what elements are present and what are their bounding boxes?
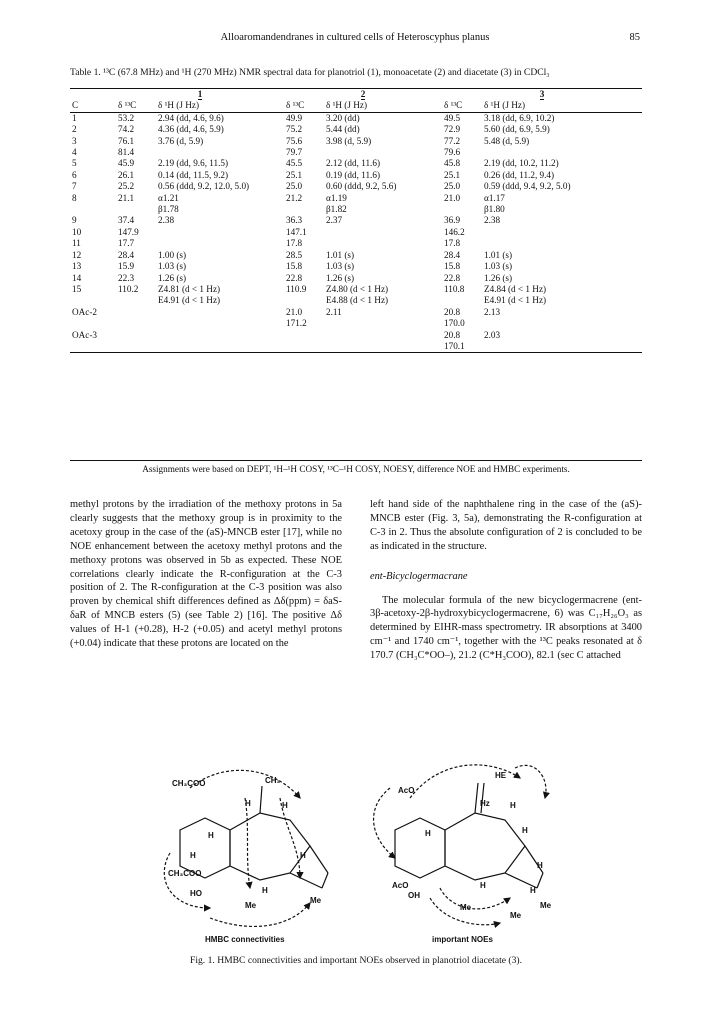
table-cell (156, 238, 284, 249)
table-cell: 76.1 (118, 135, 135, 146)
table-cell: 0.60 (ddd, 9.2, 5.6) (326, 181, 397, 192)
table-cell (482, 341, 642, 353)
atom-label: Me (245, 901, 257, 910)
table-cell: 4 (72, 147, 77, 158)
table-cell: 22.8 (444, 272, 461, 283)
table-cell: 6 (72, 169, 77, 180)
atom-label: H (537, 861, 543, 870)
atom-label: CH₃COO (172, 779, 206, 788)
table-cell (442, 295, 482, 306)
table-row (70, 307, 642, 318)
atom-label: H (245, 799, 251, 808)
table-cell: 4.36 (dd, 4.6, 5.9) (158, 124, 224, 135)
table-cell (116, 204, 156, 215)
table-cell: 26.1 (118, 169, 135, 180)
figure-caption: Fig. 1. HMBC connectivities and important NOEs observed in planotriol diacetate (3). (190, 955, 522, 966)
column-header: C (72, 100, 79, 111)
atom-label: AcO (398, 786, 415, 795)
table-cell (324, 238, 442, 249)
table-cell: 17.7 (118, 238, 135, 249)
atom-label: AcO (392, 881, 409, 890)
atom-label: H (300, 851, 306, 860)
table-cell: 1.03 (s) (484, 261, 513, 272)
left-column (70, 498, 342, 651)
table-cell: 146.2 (444, 226, 465, 237)
table-cell: 28.4 (444, 249, 461, 260)
table-cell: 72.9 (444, 124, 461, 135)
table-row (70, 238, 642, 249)
table-cell: 20.8 (444, 306, 461, 317)
table-row (70, 147, 642, 158)
column-header: δ ¹³C (444, 100, 463, 111)
table-cell (116, 341, 156, 353)
table-cell: 1.01 (s) (326, 249, 355, 260)
atom-label: H (262, 886, 268, 895)
table-cell: 10 (72, 226, 82, 237)
table-cell: 21.2 (286, 192, 303, 203)
table-cell: 15.8 (286, 261, 303, 272)
table-cell: 2.37 (326, 215, 343, 226)
atom-label: HO (190, 889, 202, 898)
table-row (70, 136, 642, 147)
table-row (70, 193, 642, 204)
table-cell (156, 147, 284, 158)
table-row (70, 215, 642, 226)
table-cell: β1.82 (326, 204, 347, 215)
table-cell: 0.26 (dd, 11.2, 9.4) (484, 169, 555, 180)
table-cell: Z4.80 (d < 1 Hz) (326, 283, 389, 294)
table-cell: 170.1 (444, 340, 465, 351)
table-cell: E4.91 (d < 1 Hz) (484, 295, 547, 306)
table-cell: β1.78 (158, 204, 179, 215)
table-cell: 25.1 (286, 169, 303, 180)
table-cell: 7 (72, 181, 77, 192)
table-cell: 36.3 (286, 215, 303, 226)
column-header-row (70, 100, 642, 112)
table-cell: 79.7 (286, 147, 303, 158)
table-cell: OAc-2 (72, 306, 98, 317)
table-cell: 13 (72, 261, 82, 272)
table-cell: 0.56 (ddd, 9.2, 12.0, 5.0) (158, 181, 250, 192)
table-cell (482, 227, 642, 238)
body-paragraph: The molecular formula of the new bicyclogermacrene (ent-3β-acetoxy-2β-hydroxybicyclogermacrene, 6) was C₁₇H₂₆O₃ as determined by EIHR-mass spectrometry. IR absorptions at 3400 cm⁻¹ and 1740 cm⁻¹, together with the ¹³C peaks resonated at δ 170.7 (CH₃C*OO–), 21.2 (C*H₃COO), 82.1 (sec C attached (370, 594, 642, 662)
table-cell (70, 295, 116, 306)
table-cell: 37.4 (118, 215, 135, 226)
table-cell: 1.00 (s) (158, 249, 187, 260)
table-cell: OAc-3 (72, 329, 98, 340)
table-cell (156, 330, 284, 341)
table-cell: 15.9 (118, 261, 135, 272)
table-cell: 1.26 (s) (484, 272, 513, 283)
table-cell (70, 341, 116, 353)
compound-2-label: 2 (360, 89, 366, 99)
table-row (70, 295, 642, 306)
table-row (70, 170, 642, 181)
table-cell: 2.94 (dd, 4.6, 9.6) (158, 112, 224, 123)
atom-label: Me (510, 911, 522, 920)
figure-structures (150, 758, 580, 958)
table-cell: 0.59 (ddd, 9.4, 9.2, 5.0) (484, 181, 571, 192)
table-cell: 28.4 (118, 249, 135, 260)
table-cell: 2 (72, 124, 77, 135)
table-cell: 5.44 (dd) (326, 124, 360, 135)
atom-label: Me (540, 901, 552, 910)
page-number: 85 (629, 32, 640, 43)
table-cell: 12 (72, 249, 82, 260)
body-paragraph: methyl protons by the irradiation of the methoxy protons in 5a clearly suggests that the methoxy group is in proximity to the acetoxy group in the case of the (aS)-MNCB ester [17], while no NOE enhancement between the acetoxy methyl protons and the methoxy protons was observed in 5b as expected. These NOE correlations clearly indicate the R-configuration at the C-3 position of 2. The R-configuration at the C-3 position was also proven by chemical shift differences defined as Δδ(ppm) = δaS-δaR of MNCB esters (5) (see Table 2) [16]. The positive Δδ values of H-1 (+0.28), H-2 (+0.05) and acetyl methyl protons (+0.04) indicate that these protons are located on the (70, 499, 342, 650)
table-cell: 0.19 (dd, 11.6) (326, 169, 381, 180)
table-cell: 8 (72, 192, 77, 203)
table-cell: 2.03 (484, 329, 501, 340)
table-cell: 110.2 (118, 283, 139, 294)
compound-header-row (70, 89, 642, 101)
table-body (70, 112, 642, 353)
table-cell (156, 318, 284, 329)
table-cell: β1.80 (484, 204, 505, 215)
table-row (70, 227, 642, 238)
table-caption: Table 1. ¹³C (67.8 MHz) and ¹H (270 MHz) NMR spectral data for planotriol (1), monoacetate (2) and diacetate (3) in CDCl₃ (70, 67, 550, 78)
table-cell: 3.18 (dd, 6.9, 10.2) (484, 112, 555, 123)
table-cell (70, 318, 116, 329)
table-row (70, 284, 642, 295)
table-cell (284, 295, 324, 306)
table-cell: 22.8 (286, 272, 303, 283)
table-row (70, 273, 642, 284)
atom-label: CH₃ (265, 776, 281, 785)
table-row (70, 124, 642, 135)
table-cell: 5.60 (dd, 6.9, 5.9) (484, 124, 550, 135)
table-cell (324, 147, 442, 158)
atom-label: Hz (480, 799, 490, 808)
table-cell: 36.9 (444, 215, 461, 226)
table-footnote: Assignments were based on DEPT, ¹H–¹H COSY, ¹³C–¹H COSY, NOESY, difference NOE and HMBC experiments. (70, 460, 642, 474)
table-cell (442, 204, 482, 215)
table-cell (116, 295, 156, 306)
table-row (70, 261, 642, 272)
atom-label: Me (460, 903, 472, 912)
atom-label: H (190, 851, 196, 860)
table-cell: 5.48 (d, 5.9) (484, 135, 530, 146)
table-cell: 15.8 (444, 261, 461, 272)
table-cell: 25.1 (444, 169, 461, 180)
table-cell (116, 330, 156, 341)
table-cell (284, 204, 324, 215)
atom-label: OH (408, 891, 420, 900)
section-heading: ent-Bicyclogermacrane (370, 570, 468, 582)
running-header (70, 32, 640, 43)
table-cell: 2.11 (326, 306, 342, 317)
atom-label: H (480, 881, 486, 890)
table-cell: 45.9 (118, 158, 135, 169)
table-cell: E4.91 (d < 1 Hz) (158, 295, 221, 306)
table-cell: Z4.84 (d < 1 Hz) (484, 283, 547, 294)
table-cell: 110.8 (444, 283, 465, 294)
table-cell: 147.9 (118, 226, 139, 237)
atom-label: CH₃COO (168, 869, 202, 878)
table-cell (324, 341, 442, 353)
right-column (370, 498, 642, 663)
table-cell: 2.12 (dd, 11.6) (326, 158, 381, 169)
column-header: δ ¹H (J Hz) (158, 100, 200, 111)
table-cell: 25.0 (286, 181, 303, 192)
table-cell: E4.88 (d < 1 Hz) (326, 295, 389, 306)
table-cell: 3.20 (dd) (326, 112, 360, 123)
table-cell: 5 (72, 158, 77, 169)
table-cell: 25.0 (444, 181, 461, 192)
table-cell: 49.9 (286, 112, 303, 123)
table-cell: α1.21 (158, 192, 179, 203)
table-cell (324, 318, 442, 329)
table-cell: Z4.81 (d < 1 Hz) (158, 283, 221, 294)
atom-label: Me (310, 896, 322, 905)
table-cell: 81.4 (118, 147, 135, 158)
column-header: δ ¹³C (118, 100, 137, 111)
table-cell: 14 (72, 272, 82, 283)
table-cell: 22.3 (118, 272, 135, 283)
table-row (70, 112, 642, 124)
table-cell: 1 (72, 112, 77, 123)
table-cell (482, 318, 642, 329)
table-cell (284, 341, 324, 353)
table-row (70, 330, 642, 341)
table-cell: 21.0 (286, 306, 303, 317)
column-header: δ ¹³C (286, 100, 305, 111)
atom-label: HE (495, 771, 507, 780)
table-cell: 20.8 (444, 329, 461, 340)
table-cell: 2.19 (dd, 9.6, 11.5) (158, 158, 229, 169)
table-cell: 0.14 (dd, 11.5, 9.2) (158, 169, 229, 180)
table-cell: 77.2 (444, 135, 461, 146)
figure-left-label: HMBC connectivities (205, 935, 285, 944)
table-cell: 1.26 (s) (326, 272, 355, 283)
table-cell: 15 (72, 283, 82, 294)
table-cell: 2.19 (dd, 10.2, 11.2) (484, 158, 559, 169)
table-cell: 75.6 (286, 135, 303, 146)
table-cell: 21.0 (444, 192, 461, 203)
table-cell: 45.5 (286, 158, 303, 169)
column-header: δ ¹H (J Hz) (484, 100, 526, 111)
table-cell (70, 204, 116, 215)
table-cell: 28.5 (286, 249, 303, 260)
table-cell: 21.1 (118, 192, 135, 203)
table-cell: 3.98 (d, 5.9) (326, 135, 372, 146)
figure-right-label: important NOEs (432, 935, 493, 944)
table-cell (116, 307, 156, 318)
column-header: δ ¹H (J Hz) (326, 100, 368, 111)
table-cell (284, 330, 324, 341)
running-title: Alloaromandendranes in cultured cells of Heteroscyphus planus (220, 32, 490, 43)
table-cell: 1.01 (s) (484, 249, 513, 260)
table-row (70, 341, 642, 353)
compound-1-label: 1 (197, 89, 203, 99)
table-cell (156, 227, 284, 238)
table-cell: 17.8 (286, 238, 303, 249)
table-cell (324, 330, 442, 341)
table-cell (156, 341, 284, 353)
atom-label: H (530, 886, 536, 895)
table-cell: 45.8 (444, 158, 461, 169)
table-cell: 53.2 (118, 112, 135, 123)
table-cell: 110.9 (286, 283, 307, 294)
table-row (70, 250, 642, 261)
table-cell: 3.76 (d, 5.9) (158, 135, 204, 146)
table-cell: 49.5 (444, 112, 461, 123)
table-cell: α1.17 (484, 192, 505, 203)
table-cell: 79.6 (444, 147, 461, 158)
atom-label: H (522, 826, 528, 835)
table-cell: 17.8 (444, 238, 461, 249)
table-cell: 1.03 (s) (158, 261, 187, 272)
table-cell: 2.38 (158, 215, 175, 226)
table-cell (116, 318, 156, 329)
table-cell: 147.1 (286, 226, 307, 237)
table-row (70, 204, 642, 215)
table-row (70, 181, 642, 192)
table-row (70, 158, 642, 169)
table-cell: 1.26 (s) (158, 272, 187, 283)
table-cell: 1.03 (s) (326, 261, 355, 272)
table-cell: 2.38 (484, 215, 501, 226)
table-cell (156, 307, 284, 318)
table-cell: 2.13 (484, 306, 501, 317)
atom-label: H (208, 831, 214, 840)
table-row (70, 318, 642, 329)
table-cell: 9 (72, 215, 77, 226)
table-cell (324, 227, 442, 238)
table-cell: 170.0 (444, 318, 465, 329)
atom-label: H (425, 829, 431, 838)
atom-label: H (510, 801, 516, 810)
table-cell: 75.2 (286, 124, 303, 135)
table-cell (482, 238, 642, 249)
table-cell: 11 (72, 238, 81, 249)
table-cell: 25.2 (118, 181, 135, 192)
body-paragraph: left hand side of the naphthalene ring in the case of the (aS)-MNCB ester (Fig. 3, 5a), demonstrating the R-configuration at C-3 in 2. Thus the absolute configuration of 2 is concluded to be as indicated in the structure. (370, 499, 642, 552)
table-cell: 3 (72, 135, 77, 146)
table-cell: 171.2 (286, 318, 307, 329)
table-cell (482, 147, 642, 158)
table-cell: α1.19 (326, 192, 347, 203)
compound-3-label: 3 (539, 89, 545, 99)
atom-label: H (282, 801, 288, 810)
table-cell: 74.2 (118, 124, 135, 135)
nmr-table (70, 88, 642, 353)
